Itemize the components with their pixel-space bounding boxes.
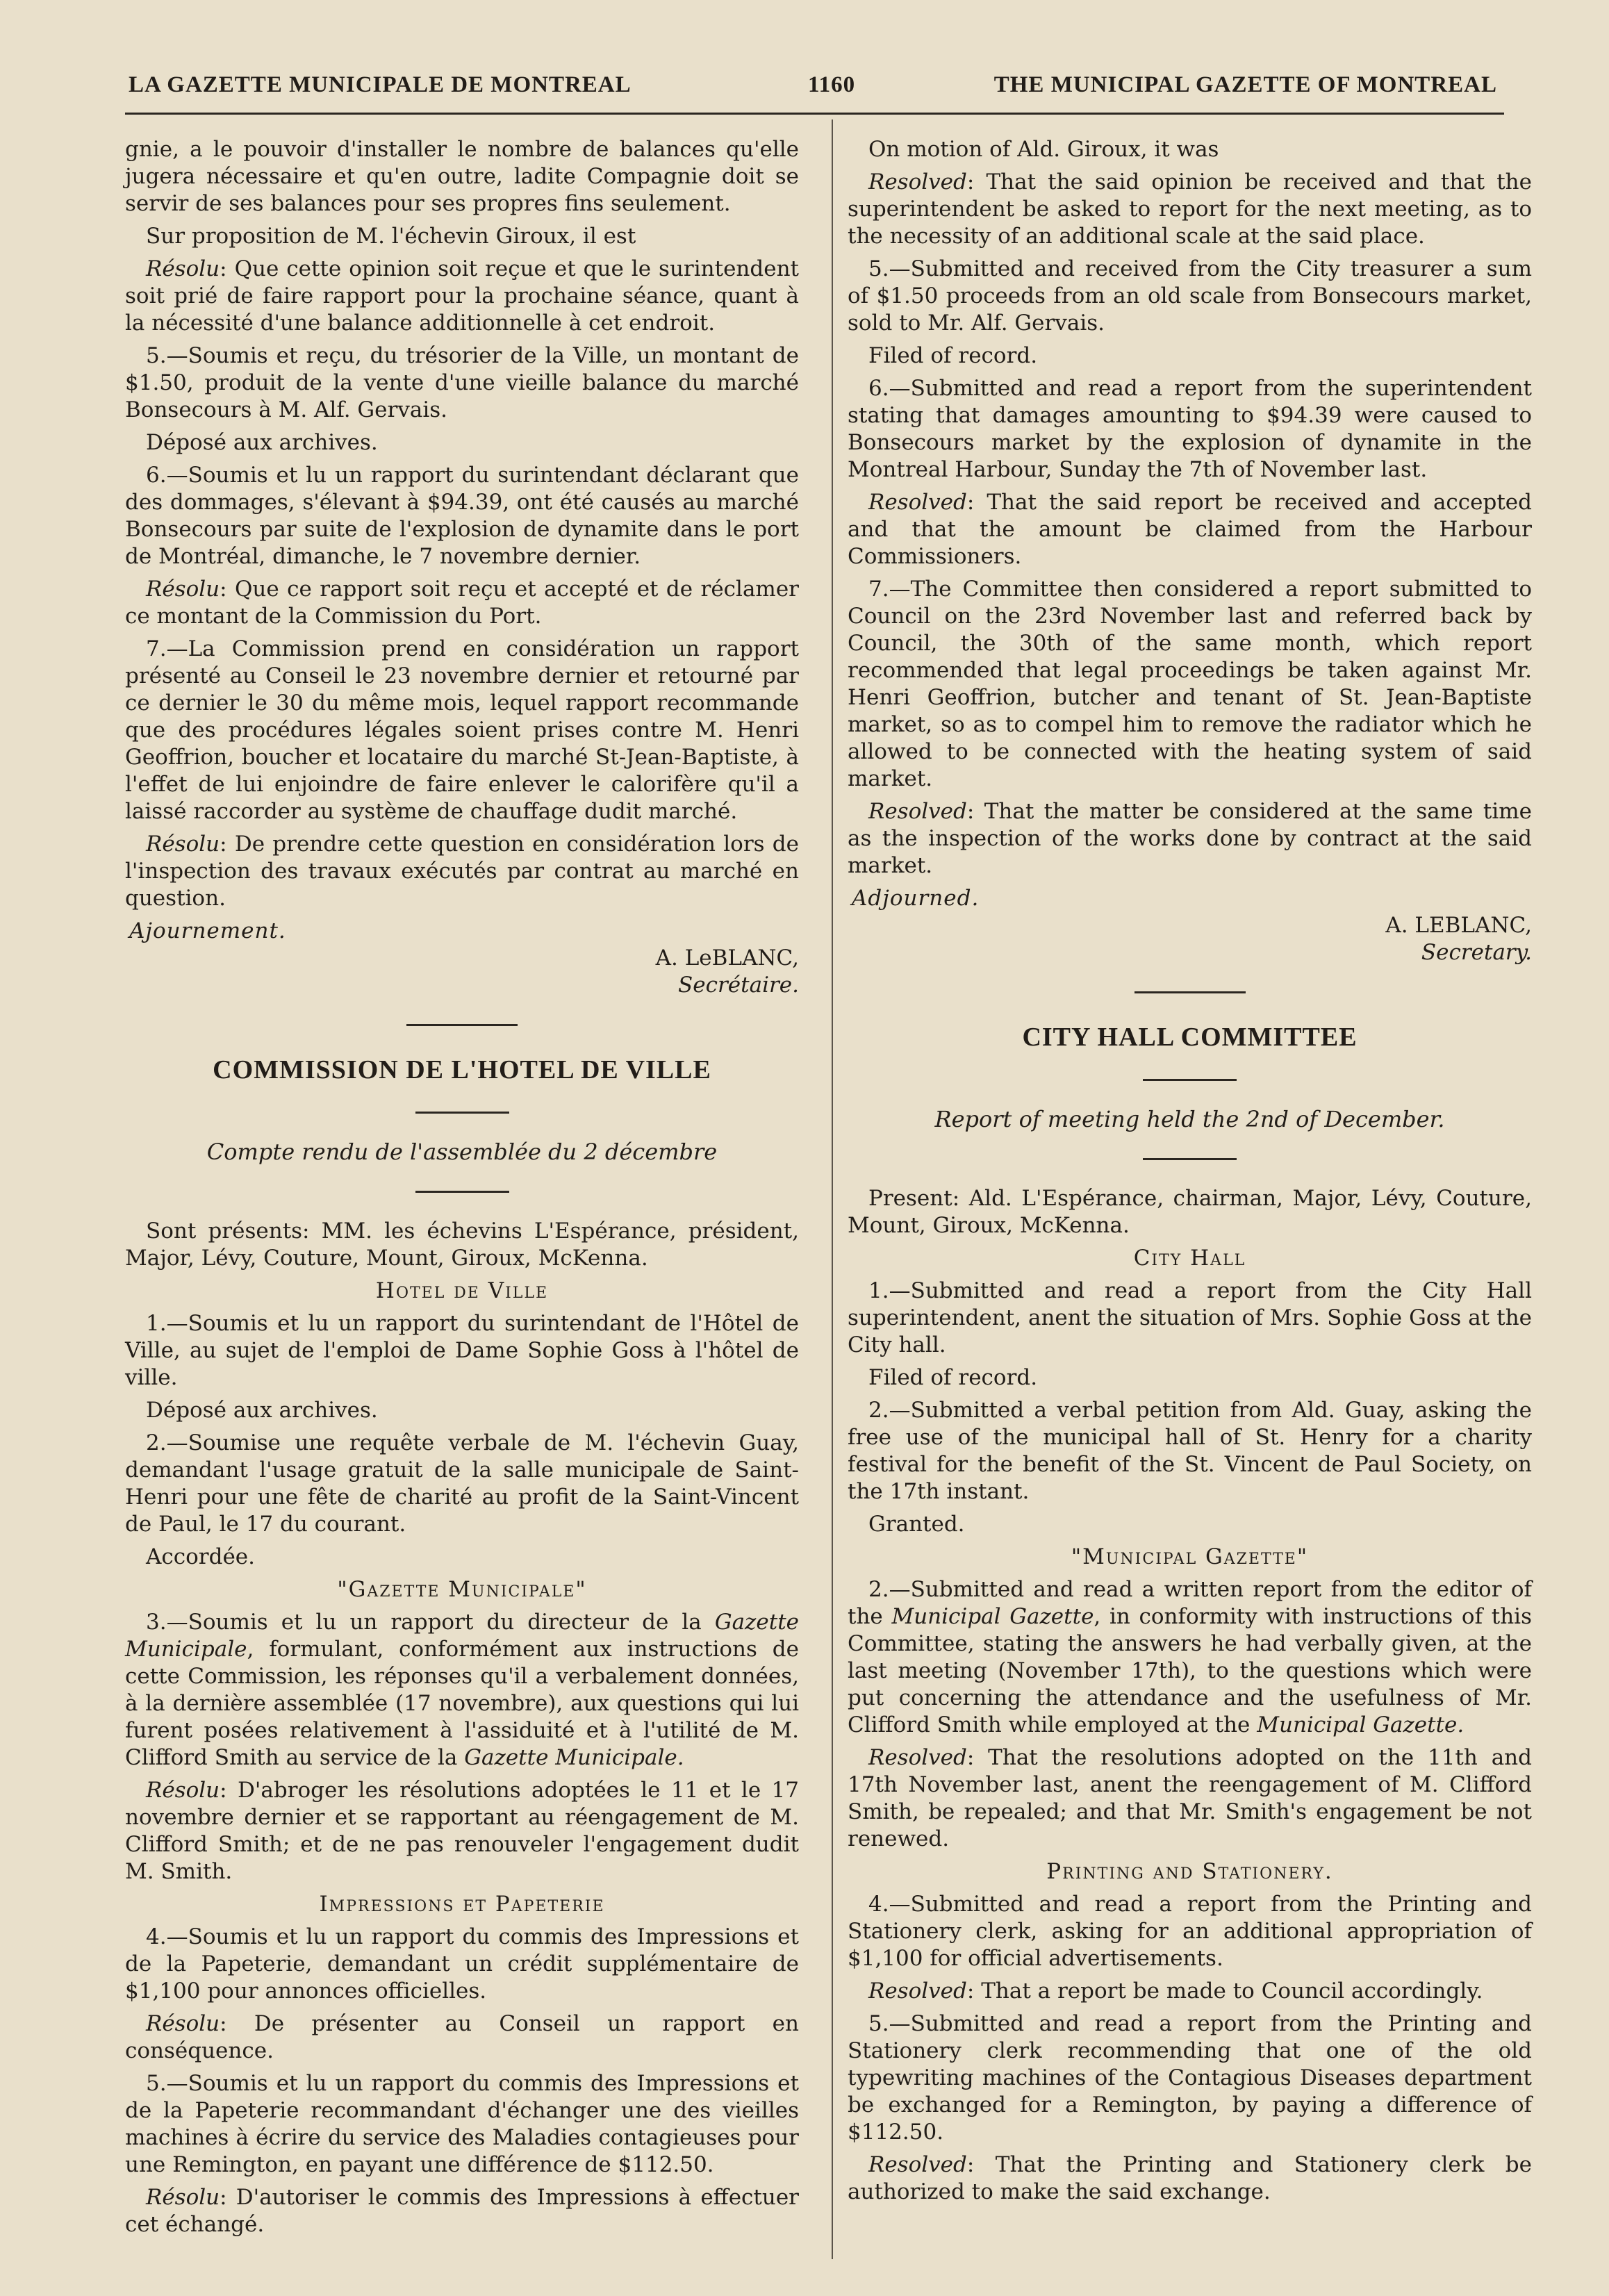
resolution: [125, 2184, 799, 2238]
paragraph: 2.—Submitted a verbal petition from Ald. Guay, asking the free use of the municipal hall of St. Henry for a charity festival for the benefit of the St. Vincent de Paul Society, on the 17th instant.: [848, 1398, 1532, 1504]
paragraph: 6.—Submitted and read a report from the superintendent stating that damages amounting to $94.39 were caused to Bonsecours market by the explosion of dynamite in the Montreal Harbour, Sunday the 7th of November last.: [848, 376, 1532, 482]
signature-name: A. LeBLANC,: [655, 945, 799, 971]
resolution-label: Resolved: [868, 1745, 967, 1770]
paragraph: 5.—Soumis et lu un rapport du commis des Impressions et de la Papeterie recommandant d'échanger une des vieilles machines à écrire du service des Maladies contagieuses pour une Remington, en payant une différence de $112.50.: [125, 2071, 799, 2177]
paragraph: 5.—Submitted and read a report from the Printing and Stationery clerk recommending that one of the old typewriting machines of the Contagious Diseases department be exchanged for a Remington, by paying a difference of $112.50.: [848, 2011, 1532, 2145]
resolution-label: Résolu: [146, 2185, 220, 2210]
resolution-label: Resolved: [868, 490, 967, 515]
paragraph: 1.—Soumis et lu un rapport du surintendant de l'Hôtel de Ville, au sujet de l'emploi de Dame Sophie Goss à l'hôtel de ville.: [125, 1311, 799, 1390]
section-rule: [1134, 991, 1246, 993]
resolution: [848, 169, 1532, 250]
resolution-text: : That a report be made to Council accordingly.: [966, 1979, 1483, 2004]
header-english-title: THE MUNICIPAL GAZETTE OF MONTREAL: [993, 72, 1497, 97]
resolution: [848, 489, 1532, 570]
resolution: [848, 1744, 1532, 1853]
resolution-text: : That the Printing and Stationery clerk be authorized to make the said exchange.: [848, 2152, 1532, 2204]
paragraph: Déposé aux archives.: [146, 1398, 378, 1423]
committee-title: COMMISSION DE L'HOTEL DE VILLE: [213, 1055, 711, 1084]
resolution-text: : That the said opinion be received and that the superintendent be asked to report for the next meeting, as to the necessity of an additional scale at the said place.: [848, 170, 1532, 249]
section-rule: [406, 1024, 518, 1026]
paragraph: [848, 1576, 1532, 1739]
paragraph: 5.—Submitted and received from the City treasurer a sum of $1.50 proceeds from an old scale from Bonsecours market, sold to Mr. Alf. Gervais.: [848, 256, 1532, 336]
signature-title: Secretary.: [1421, 940, 1532, 965]
section-heading: "Municipal Gazette": [1071, 1544, 1309, 1569]
section-heading: Impressions et Papeterie: [319, 1892, 605, 1917]
signature-name: A. LEBLANC,: [1385, 913, 1532, 938]
resolution-label: Résolu: [146, 256, 220, 281]
resolution-text: : De prendre cette question en considération lors de l'inspection des travaux exécutés par contrat au marché en question.: [125, 832, 799, 911]
paragraph: 7.—The Committee then considered a report submitted to Council on the 23rd November last and referred back by Council, the 30th of the same month, which report recommended that legal proceedings be taken against Mr. Henri Geoffrion, butcher and tenant of St. Jean-Baptiste market, so as to compel him to remove the radiator which he allowed to be connected with the heating system of said market.: [848, 577, 1532, 791]
resolution-text: : De présenter au Conseil un rapport en conséquence.: [125, 2011, 799, 2063]
header-french-title: LA GAZETTE MUNICIPALE DE MONTREAL: [129, 72, 632, 97]
resolution-text: : That the said report be received and accepted and that the amount be claimed from the Harbour Commissioners.: [848, 490, 1532, 569]
section-rule: [415, 1112, 509, 1114]
resolution-text: : D'autoriser le commis des Impressions à effectuer cet échangé.: [125, 2185, 799, 2237]
resolution: [848, 2152, 1532, 2206]
resolution: [125, 576, 799, 630]
resolution: [125, 1777, 799, 1885]
committee-title: CITY HALL COMMITTEE: [1022, 1023, 1358, 1052]
resolution-text: : D'abroger les résolutions adoptées le 11 et le 17 novembre dernier et se rapportant au réengagement de M. Clifford Smith; et de ne pas renouveler l'engagement dudit M. Smith.: [125, 1778, 799, 1884]
section-heading: Printing and Stationery.: [1046, 1859, 1333, 1884]
text: , in conformity with instructions of this Committee, stating the answers he had verbally given, at the last meeting (November 17th), to the questions which were put concerning the attendance and the usefulness of Mr. Clifford Smith while employed at the: [848, 1604, 1532, 1737]
resolution-label: Resolved: [868, 799, 967, 824]
resolution: [848, 798, 1532, 879]
publication-name: Gazette Municipale: [125, 1610, 799, 1662]
resolution-text: : That the matter be considered at the same time as the inspection of the works done by contract at the said market.: [848, 799, 1532, 878]
resolution-text: : Que cette opinion soit reçue et que le surintendent soit prié de faire rapport pour la prochaine séance, quant à la nécessité d'une balance additionnelle à cet endroit.: [125, 256, 799, 336]
paragraph: 6.—Soumis et lu un rapport du surintendant déclarant que des dommages, s'élevant à $94.39, ont été causés au marché Bonsecours par suite de l'explosion de dynamite dans le port de Montréal, dimanche, le 7 novembre dernier.: [125, 463, 799, 569]
paragraph: 5.—Soumis et reçu, du trésorier de la Ville, un montant de $1.50, produit de la vente d'une vieille balance du marché Bonsecours à M. Alf. Gervais.: [125, 343, 799, 422]
paragraph: gnie, a le pouvoir d'installer le nombre de balances qu'elle jugera nécessaire et qu'en outre, ladite Compagnie doit se servir de ses balances pour ses propres fins seulement.: [125, 137, 799, 216]
resolution: [125, 256, 799, 337]
resolution: [848, 1978, 1532, 2005]
paragraph: Filed of record.: [868, 1365, 1038, 1390]
committee-subtitle: Compte rendu de l'assemblée du 2 décembre: [206, 1139, 718, 1165]
resolution-text: : Que ce rapport soit reçu et accepté et de réclamer ce montant de la Commission du Port.: [125, 577, 799, 629]
paragraph: 7.—La Commission prend en considération un rapport présenté au Conseil le 23 novembre dernier et retourné par ce dernier le 30 du même mois, lequel rapport recommande que des procédures légales soient prises contre M. Henri Geoffrion, boucher et locataire du marché St-Jean-Baptiste, à l'effet de lui enjoindre de faire enlever le calorifère qu'il a laissé raccorder au système de chauffage dudit marché.: [125, 636, 799, 824]
paragraph: 4.—Soumis et lu un rapport du commis des Impressions et de la Papeterie, demandant un crédit supplémentaire de $1,100 pour annonces officielles.: [125, 1924, 799, 2004]
resolution: [125, 831, 799, 912]
attendance: Present: Ald. L'Espérance, chairman, Major, Lévy, Couture, Mount, Giroux, McKenna.: [848, 1186, 1532, 1238]
paragraph: Sur proposition de M. l'échevin Giroux, il est: [146, 224, 636, 249]
text: , formulant, conformément aux instructions de cette Commission, les réponses qu'il a verbalement données, à la dernière assemblée (17 novembre), aux questions qui lui furent posées relativement à l'assiduité et à l'utilité de M. Clifford Smith au service de la: [125, 1637, 799, 1770]
adjournment: Adjourned.: [852, 886, 980, 911]
page-header: [129, 72, 1497, 114]
section-heading: City Hall: [1133, 1246, 1246, 1271]
page-number: 1160: [808, 72, 856, 97]
section-heading: "Gazette Municipale": [337, 1577, 587, 1602]
paragraph: 4.—Submitted and read a report from the Printing and Stationery clerk, asking for an additional appropriation of $1,100 for official advertisements.: [848, 1892, 1532, 1971]
paragraph: Déposé aux archives.: [146, 430, 378, 455]
section-rule: [415, 1191, 509, 1193]
paragraph: Accordée.: [146, 1544, 255, 1569]
resolution-label: Résolu: [146, 577, 220, 602]
resolution-label: Resolved: [868, 170, 967, 195]
committee-subtitle: Report of meeting held the 2nd of December.: [934, 1106, 1445, 1132]
publication-name: Gazette Municipale.: [464, 1745, 684, 1770]
header-rule: [125, 113, 1504, 115]
paragraph: Granted.: [868, 1512, 965, 1537]
attendance: Sont présents: MM. les échevins L'Espérance, président, Major, Lévy, Couture, Mount, Giroux, McKenna.: [125, 1219, 799, 1271]
paragraph: 2.—Soumise une requête verbale de M. l'échevin Guay, demandant l'usage gratuit de la salle municipale de Saint-Henri pour une fête de charité au profit de la Saint-Vincent de Paul, le 17 du courant.: [125, 1430, 799, 1537]
resolution-label: Résolu: [146, 2011, 220, 2036]
column-divider: [832, 119, 833, 2259]
paragraph: Filed of record.: [868, 343, 1038, 368]
paragraph: On motion of Ald. Giroux, it was: [868, 137, 1219, 162]
publication-name: Municipal Gazette: [891, 1604, 1094, 1629]
english-column: [848, 136, 1532, 2211]
section-heading: Hotel de Ville: [375, 1278, 549, 1303]
french-column: [125, 136, 799, 2244]
paragraph: [125, 1609, 799, 1771]
signature-title: Secrétaire.: [678, 973, 799, 998]
adjournment: Ajournement.: [129, 918, 286, 943]
resolution-label: Resolved: [868, 1979, 967, 2004]
resolution-label: Resolved: [868, 2152, 967, 2177]
section-rule: [1143, 1079, 1237, 1081]
text: 2.—Submitted and read a written report from the editor of the: [848, 1577, 1532, 1629]
resolution-label: Résolu: [146, 832, 220, 857]
resolution: [125, 2010, 799, 2065]
section-rule: [1143, 1158, 1237, 1160]
text: 3.—Soumis et lu un rapport du directeur de la: [146, 1610, 715, 1635]
publication-name: Municipal Gazette.: [1257, 1712, 1464, 1737]
resolution-text: : That the resolutions adopted on the 11th and 17th November last, anent the reengagement of M. Clifford Smith, be repealed; and that Mr. Smith's engagement be not renewed.: [848, 1745, 1532, 1851]
resolution-label: Résolu: [146, 1778, 220, 1803]
paragraph: 1.—Submitted and read a report from the City Hall superintendent, anent the situation of Mrs. Sophie Goss at the City hall.: [848, 1278, 1532, 1357]
